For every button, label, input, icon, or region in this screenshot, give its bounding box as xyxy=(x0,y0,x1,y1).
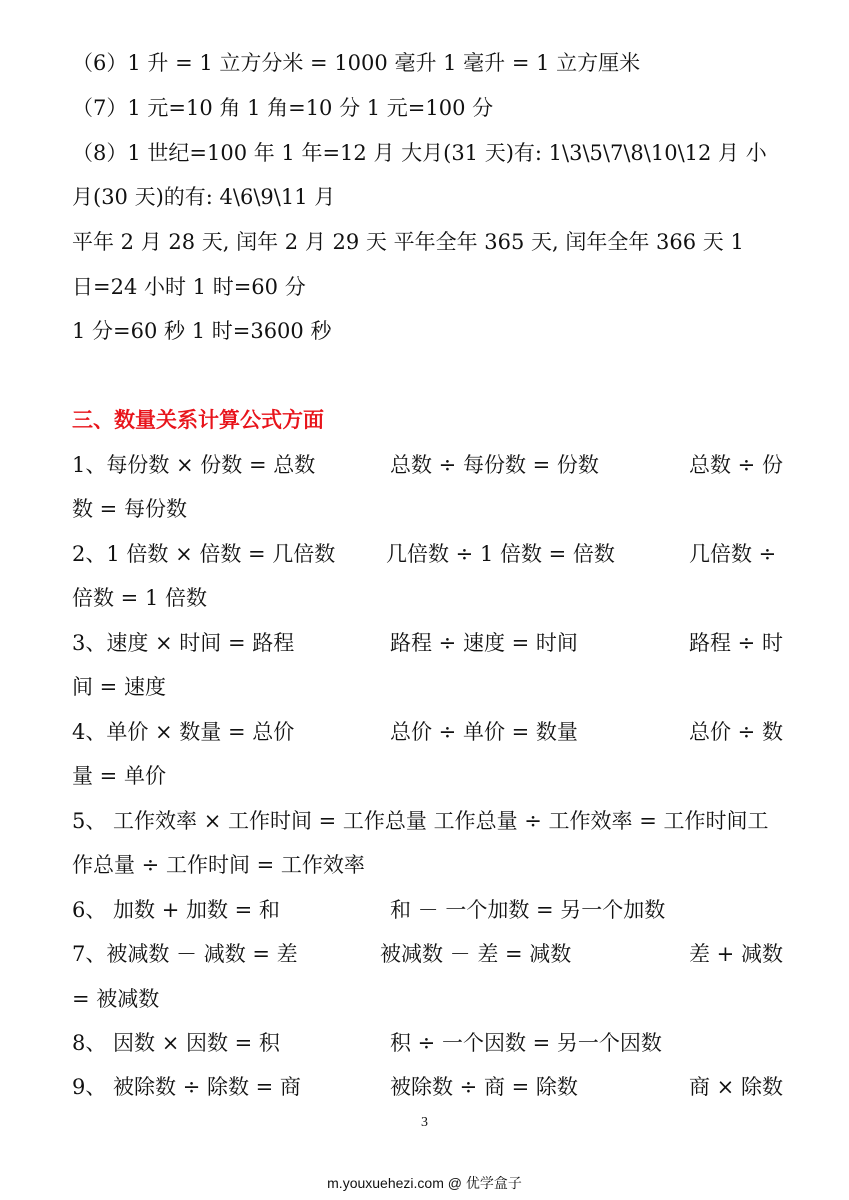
formula-4-c: 总价 ÷ 数 xyxy=(689,720,783,744)
formula-7-c: 差 + 减数 xyxy=(689,942,783,966)
formula-3-a: 3、速度 × 时间 = 路程 xyxy=(72,631,295,655)
formula-9-c: 商 × 除数 xyxy=(689,1075,783,1099)
formula-2-cont: 倍数 = 1 倍数 xyxy=(72,586,207,610)
formula-5-line-2: 作总量 ÷ 工作时间 = 工作效率 xyxy=(72,853,365,877)
page-number: 3 xyxy=(421,1115,428,1130)
formula-row-4 xyxy=(72,717,782,747)
formula-1-c: 总数 ÷ 份 xyxy=(689,453,783,477)
formula-7-a: 7、被减数 － 减数 = 差 xyxy=(72,942,298,966)
unit-line-9b: 日=24 小时 1 时=60 分 xyxy=(72,275,306,299)
formula-7-b: 被减数 － 差 = 减数 xyxy=(380,942,572,966)
formula-1-a: 1、每份数 × 份数 = 总数 xyxy=(72,453,316,477)
formula-row-1 xyxy=(72,450,782,480)
formula-3-b: 路程 ÷ 速度 = 时间 xyxy=(390,631,578,655)
formula-8-b: 积 ÷ 一个因数 = 另一个因数 xyxy=(390,1031,662,1055)
unit-line-9a: 平年 2 月 28 天, 闰年 2 月 29 天 平年全年 365 天, 闰年全年 366 天 1 xyxy=(72,230,744,254)
formula-6-a: 6、 加数 + 加数 = 和 xyxy=(72,898,280,922)
formula-2-b: 几倍数 ÷ 1 倍数 = 倍数 xyxy=(386,542,615,566)
formula-5-line-1: 5、 工作效率 × 工作时间 = 工作总量 工作总量 ÷ 工作效率 = 工作时间工 xyxy=(72,809,769,833)
formula-row-6 xyxy=(72,895,782,925)
formula-3-cont: 间 = 速度 xyxy=(72,675,166,699)
unit-line-8b: 月(30 天)的有: 4\6\9\11 月 xyxy=(72,185,336,209)
formula-row-8 xyxy=(72,1028,782,1058)
formula-row-7 xyxy=(72,939,782,969)
formula-2-a: 2、1 倍数 × 倍数 = 几倍数 xyxy=(72,542,336,566)
unit-line-6: （6）1 升 = 1 立方分米 = 1000 毫升 1 毫升 = 1 立方厘米 xyxy=(72,51,641,75)
formula-9-b: 被除数 ÷ 商 = 除数 xyxy=(390,1075,578,1099)
unit-line-7: （7）1 元=10 角 1 角=10 分 1 元=100 分 xyxy=(72,96,494,120)
unit-line-10: 1 分=60 秒 1 时=3600 秒 xyxy=(72,319,332,343)
formula-4-b: 总价 ÷ 单价 = 数量 xyxy=(390,720,578,744)
section-heading: 三、数量关系计算公式方面 xyxy=(72,408,324,432)
formula-row-2 xyxy=(72,539,782,569)
formula-row-3 xyxy=(72,628,782,658)
formula-1-b: 总数 ÷ 每份数 = 份数 xyxy=(390,453,599,477)
formula-4-cont: 量 = 单价 xyxy=(72,764,166,788)
formula-6-b: 和 － 一个加数 = 另一个加数 xyxy=(390,898,666,922)
formula-4-a: 4、单价 × 数量 = 总价 xyxy=(72,720,295,744)
formula-row-9 xyxy=(72,1072,782,1102)
formula-8-a: 8、 因数 × 因数 = 积 xyxy=(72,1031,280,1055)
formula-2-c: 几倍数 ÷ xyxy=(689,542,777,566)
unit-line-8a: （8）1 世纪=100 年 1 年=12 月 大月(31 天)有: 1\3\5\7\8\10\12 月 小 xyxy=(72,141,767,165)
formula-3-c: 路程 ÷ 时 xyxy=(689,631,783,655)
formula-9-a: 9、 被除数 ÷ 除数 = 商 xyxy=(72,1075,301,1099)
formula-1-cont: 数 = 每份数 xyxy=(72,497,187,521)
formula-7-cont: = 被减数 xyxy=(72,987,160,1011)
footer-watermark: m.youxuehezi.com @ 优学盒子 xyxy=(327,1175,522,1191)
